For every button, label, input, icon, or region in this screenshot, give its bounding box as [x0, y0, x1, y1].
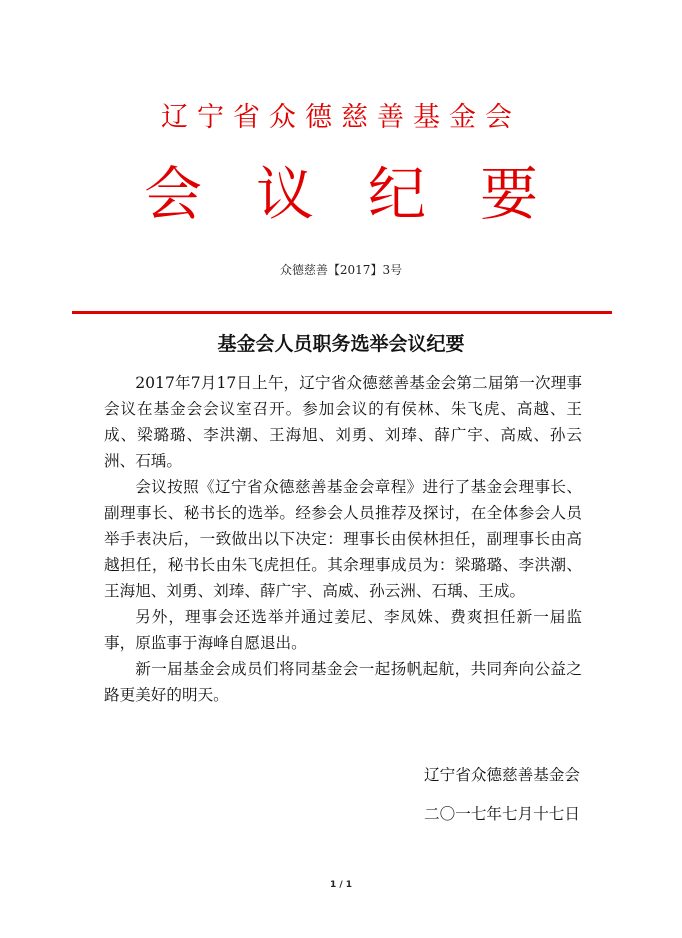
paragraph-attendance: 2017年7月17日上午，辽宁省众德慈善基金会第二届第一次理事会议在基金会会议室召开。参加会议的有侯林、朱飞虎、高越、王成、梁璐璐、李洪潮、王海旭、刘勇、刘琫、薛广宇、高威、孙云洲、石瑀。 [104, 374, 582, 470]
paragraph-election: 会议按照《辽宁省众德慈善基金会章程》进行了基金会理事长、副理事长、秘书长的选举。经参会人员推荐及探讨，在全体参会人员举手表决后，一致做出以下决定：理事长由侯林担任，副理事长由高越担任，秘书长由朱飞虎担任。其余理事成员为：梁璐璐、李洪潮、王海旭、刘勇、刘琫、薛广宇、高威、孙云洲、石瑀、王成。 [104, 478, 582, 600]
page-number: 1 / 1 [329, 880, 353, 890]
organization-header: 辽宁省众德慈善基金会 [161, 102, 521, 133]
paragraph-supervisors: 另外，理事会还选举并通过姜尼、李凤姝、费爽担任新一届监事，原监事于海峰自愿退出。 [104, 608, 582, 652]
document-number: 众德慈善【2017】3号 [279, 263, 403, 277]
signature-date: 二〇一七年七月十七日 [424, 805, 580, 823]
document-type-title: 会议纪要 [143, 160, 592, 228]
paragraph-closing: 新一届基金会成员们将同基金会一起扬帆起航，共同奔向公益之路更美好的明天。 [104, 660, 582, 704]
subject-heading: 基金会人员职务选举会议纪要 [217, 333, 465, 355]
red-divider-rule [72, 311, 612, 314]
body-text [104, 370, 582, 708]
signature-organization: 辽宁省众德慈善基金会 [424, 766, 580, 784]
